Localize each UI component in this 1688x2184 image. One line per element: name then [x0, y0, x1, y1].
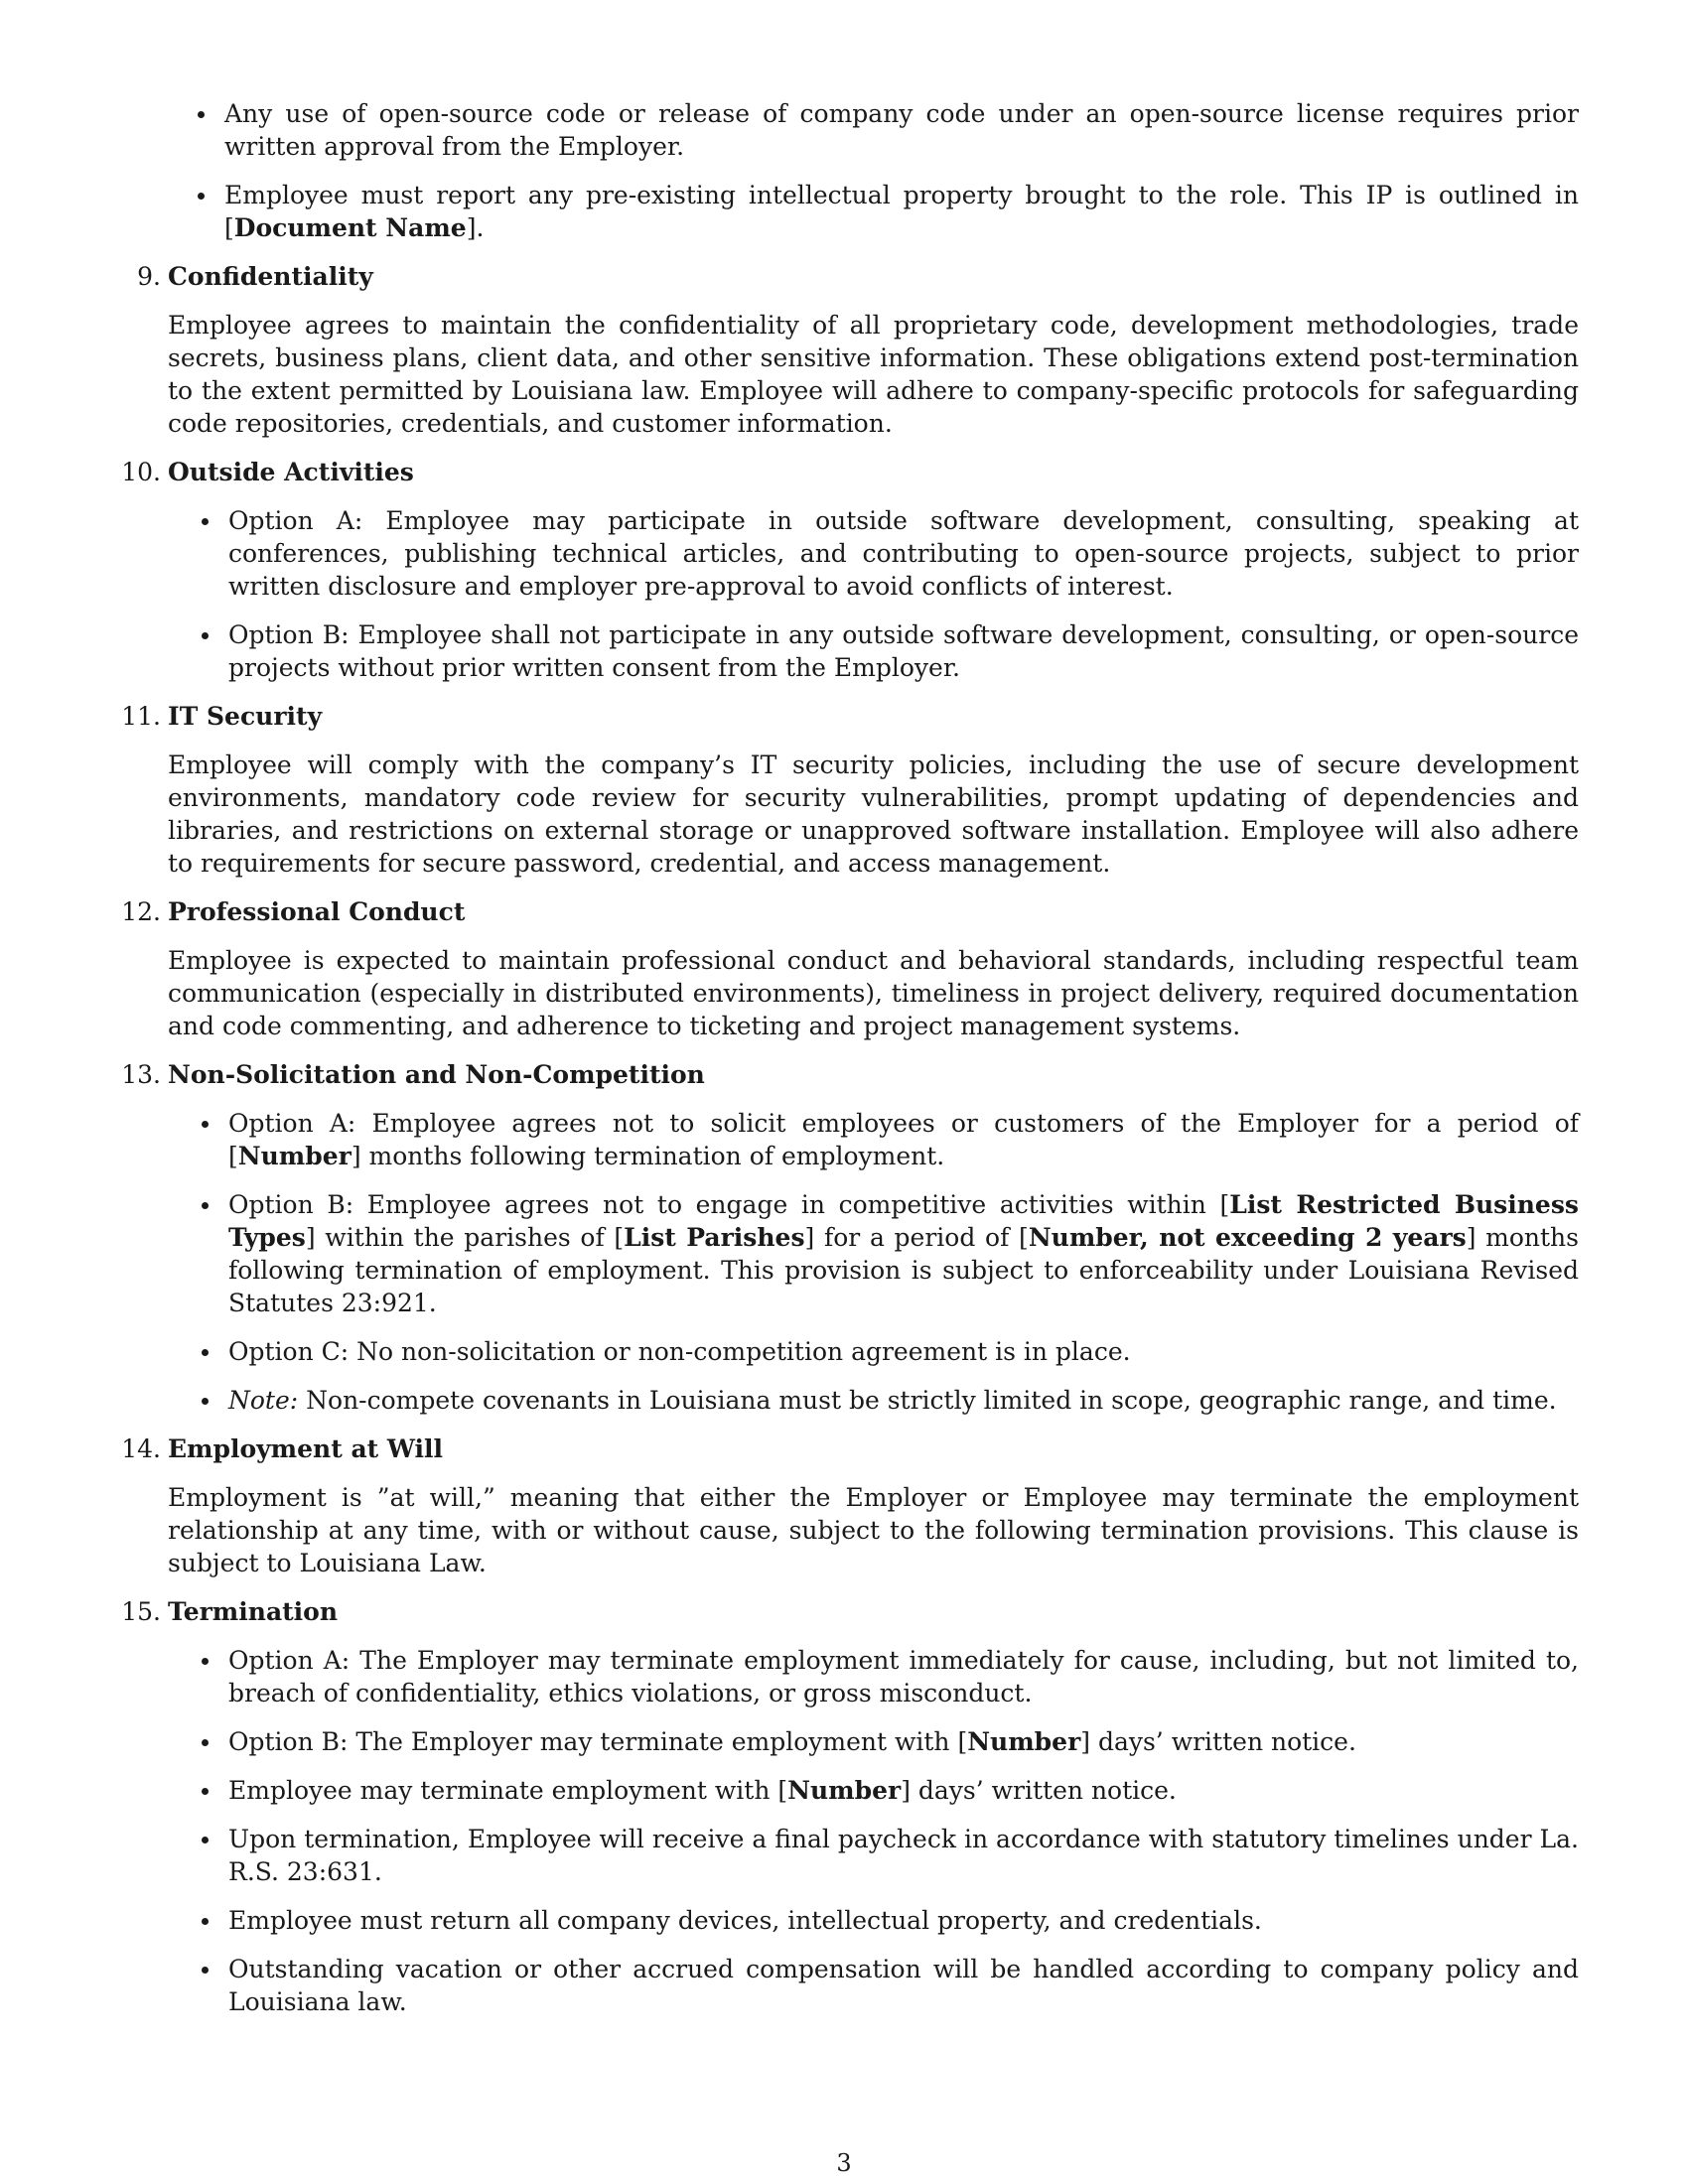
section-heading — [121, 456, 1579, 488]
list-item — [224, 97, 1579, 163]
intro-bullet-list — [125, 97, 1579, 244]
section — [121, 700, 1579, 880]
text-run: Upon termination, Employee will receive a final paycheck in accordance with statutory timelines under La. R.S. 23:631. — [228, 1825, 1579, 1886]
section-paragraph: Employment is ”at will,” meaning that either the Employer or Employee may terminate the employment relationship at any time, with or without cause, subject to the following termination provisions. This clause is subject to Louisiana Law. — [168, 1483, 1579, 1577]
text-run: Option B: Employee shall not participate in any outside software development, consulting, or open-source projects without prior written consent from the Employer. — [228, 620, 1579, 682]
section-heading — [121, 1058, 1579, 1091]
section — [121, 895, 1579, 1042]
section — [121, 1595, 1579, 2018]
list-item — [228, 1953, 1579, 2018]
section-heading — [121, 895, 1579, 928]
list-item — [228, 1904, 1579, 1937]
section-paragraph: Employee is expected to maintain professional conduct and behavioral standards, including respectful team communication (especially in distributed environments), timeliness in project delivery, required documentation and code commenting, and adherence to ticketing and project management systems. — [168, 946, 1579, 1040]
section-title: Non-Solicitation and Non-Competition — [168, 1060, 705, 1089]
text-run: ] days’ written notice. — [1080, 1727, 1356, 1756]
text-run: ] within the parishes of [ — [305, 1223, 625, 1252]
list-item — [224, 179, 1579, 244]
section-title: Professional Conduct — [168, 897, 466, 926]
list-item — [228, 1384, 1579, 1417]
section-bullet-list — [125, 1107, 1579, 1417]
section — [121, 456, 1579, 684]
text-run: Outstanding vacation or other accrued compensation will be handled according to company policy and Louisiana law. — [228, 1955, 1579, 2016]
text-run: ]. — [466, 213, 485, 242]
bold-placeholder: List Parishes — [624, 1223, 805, 1252]
bold-placeholder: Number — [237, 1142, 352, 1170]
section-number: 10. — [121, 458, 161, 486]
text-run: ] months following termination of employment. — [351, 1142, 945, 1170]
bold-placeholder: Number — [787, 1776, 902, 1805]
section-heading — [121, 700, 1579, 733]
section — [121, 1058, 1579, 1417]
text-run: ] for a period of [ — [804, 1223, 1029, 1252]
list-item — [228, 1725, 1579, 1758]
text-run: Option A: The Employer may terminate employment immediately for cause, including, but not limited to, breach of confidentiality, ethics violations, or gross misconduct. — [228, 1646, 1579, 1707]
section-title: Termination — [168, 1597, 339, 1626]
bold-placeholder: Document Name — [233, 213, 467, 242]
list-item — [228, 1335, 1579, 1368]
list-item — [228, 1774, 1579, 1807]
text-run: Option C: No non-solicitation or non-competition agreement is in place. — [228, 1337, 1131, 1366]
text-run: Employee may terminate employment with [ — [228, 1776, 788, 1805]
section-heading — [125, 260, 1579, 293]
text-run: ] months following termination of employment. This provision is subject to enforceability under Louisiana Revised Statutes 23:921. — [228, 1223, 1579, 1317]
sections-container — [121, 260, 1579, 2018]
section-number: 12. — [121, 897, 161, 926]
list-item — [228, 1107, 1579, 1172]
section-title: Employment at Will — [168, 1434, 444, 1463]
text-run: Any use of open-source code or release of company code under an open-source license requires prior written approval from the Employer. — [224, 99, 1579, 161]
page-number: 3 — [836, 2149, 852, 2177]
bold-placeholder: Number, not exceeding 2 years — [1028, 1223, 1467, 1252]
section-heading — [121, 1595, 1579, 1628]
bold-placeholder: Number — [967, 1727, 1081, 1756]
section-paragraph: Employee agrees to maintain the confidentiality of all proprietary code, development methodologies, trade secrets, business plans, client data, and other sensitive information. These obligations extend post-termination to the extent permitted by Louisiana law. Employee will adhere to company-specific protocols for safeguarding code repositories, credentials, and customer information. — [168, 311, 1579, 438]
section-number: 14. — [121, 1434, 161, 1463]
section-number: 11. — [121, 702, 161, 731]
italic-text: Note: — [228, 1386, 299, 1415]
text-run: Employee must return all company devices, intellectual property, and credentials. — [228, 1906, 1262, 1935]
section-heading — [121, 1433, 1579, 1465]
section-number: 13. — [121, 1060, 161, 1089]
list-item — [228, 618, 1579, 684]
text-run: Option B: The Employer may terminate employment with [ — [228, 1727, 968, 1756]
document-body — [121, 97, 1579, 2034]
section-bullet-list — [125, 504, 1579, 684]
list-item — [228, 1188, 1579, 1319]
list-item — [228, 1644, 1579, 1709]
text-run: Non-compete covenants in Louisiana must be strictly limited in scope, geographic range, and time. — [298, 1386, 1557, 1415]
text-run: Option A: Employee agrees not to solicit employees or customers of the Employer for a period of [ — [228, 1109, 1579, 1170]
section-title: IT Security — [168, 702, 323, 731]
section-number: 15. — [121, 1597, 161, 1626]
bold-placeholder: List Restricted Business Types — [228, 1190, 1579, 1252]
section-paragraph: Employee will comply with the company’s IT security policies, including the use of secure development environments, mandatory code review for security vulnerabilities, prompt updating of dependencies and libraries, and restrictions on external storage or unapproved software installation. Employee will also adhere to requirements for secure password, credential, and access management. — [168, 751, 1579, 878]
section-title: Confidentiality — [168, 262, 373, 291]
text-run: Employee must report any pre-existing intellectual property brought to the role. This IP is outlined in [ — [224, 181, 1579, 242]
list-item — [228, 504, 1579, 603]
section — [125, 260, 1579, 440]
text-run: ] days’ written notice. — [901, 1776, 1177, 1805]
section-bullet-list — [125, 1644, 1579, 2018]
section-title: Outside Activities — [168, 458, 414, 486]
text-run: Option A: Employee may participate in outside software development, consulting, speaking at conferences, publishing technical articles, and contributing to open-source projects, subject to prior written disclosure and employer pre-approval to avoid conflicts of interest. — [228, 506, 1579, 601]
section-number: 9. — [137, 262, 161, 291]
list-item — [228, 1823, 1579, 1888]
section — [121, 1433, 1579, 1579]
text-run: Option B: Employee agrees not to engage in competitive activities within [ — [228, 1190, 1230, 1219]
